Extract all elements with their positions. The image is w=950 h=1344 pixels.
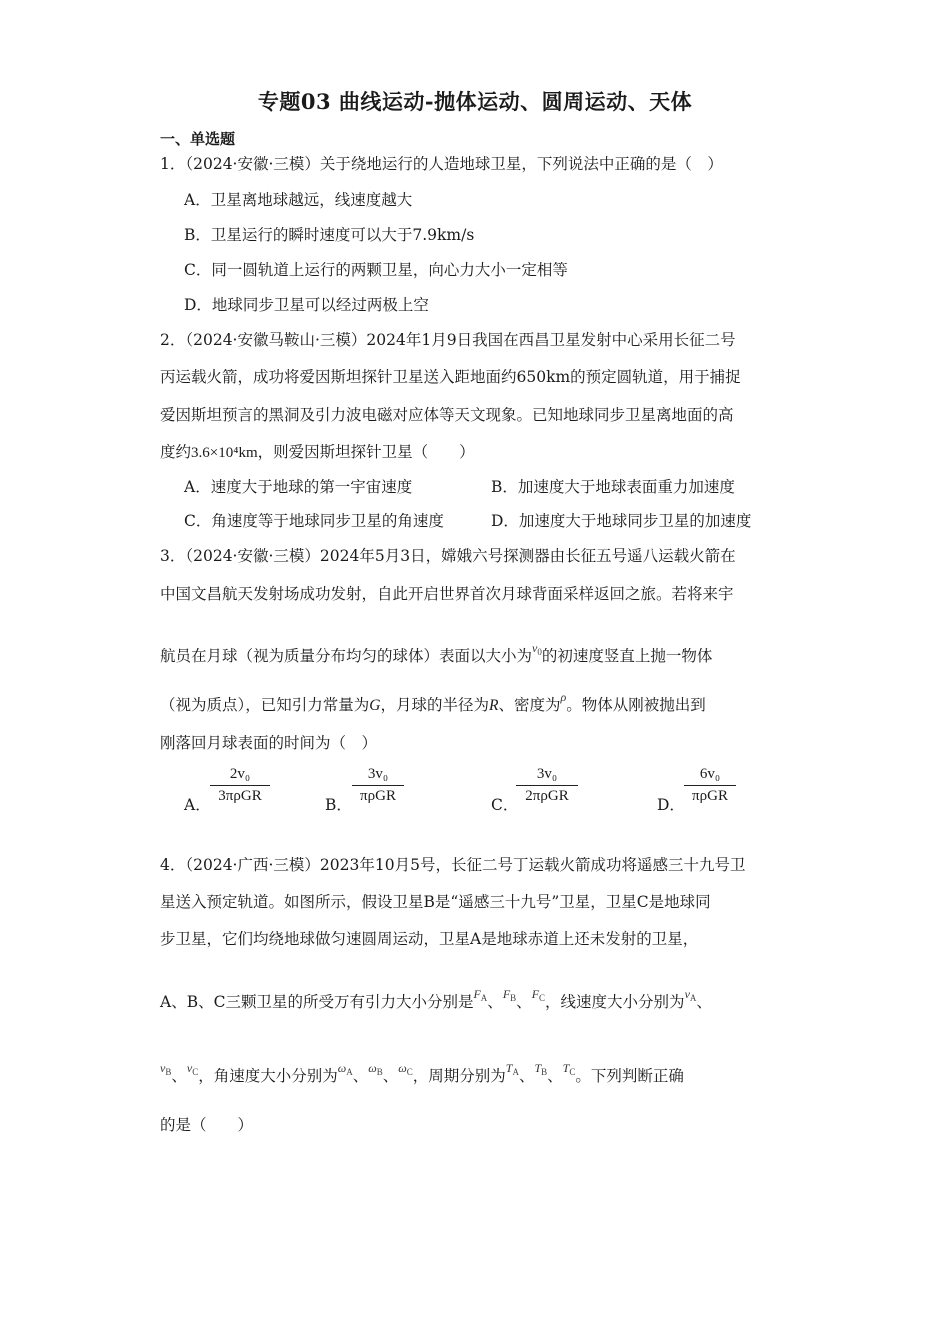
q3-option-a-denominator: 3πρGR <box>218 788 262 804</box>
q4-velocity-a: vA <box>684 987 697 1003</box>
q1-option-c: C．同一圆轨道上运行的两颗卫星，向心力大小一定相等 <box>184 261 568 279</box>
q3-line-5: 刚落回月球表面的时间为（ ） <box>160 734 378 752</box>
q3-option-c-fraction <box>516 766 578 805</box>
q3-option-b-fraction <box>352 766 404 805</box>
q4-line-5-mid2: ，周期分别为 <box>412 1067 506 1085</box>
q4-omega-a: ωA <box>337 1061 353 1077</box>
q3-v0-symbol: v0 <box>532 641 542 657</box>
q4-period-c: TC <box>562 1061 576 1077</box>
q2-option-d: D．加速度大于地球同步卫星的加速度 <box>491 512 752 530</box>
q2-line-2: 丙运载火箭，成功将爱因斯坦探针卫星送入距地面约650km的预定圆轨道，用于捕捉 <box>160 368 741 386</box>
q3-option-b-label: B． <box>325 796 352 814</box>
q4-line-3: 步卫星，它们均绕地球做匀速圆周运动，卫星A是地球赤道上还未发射的卫星， <box>160 930 699 948</box>
q4-line-4: A、B、C三颗卫星的所受万有引力大小分别是$^{F_A}$、$^{F_B}$、$^{F_C}$，线速度大小分别为$^{v_A}$、 <box>160 987 712 1011</box>
q2-line-4-prefix: 度约 <box>160 443 192 461</box>
q2-line-4-suffix: ，则爱因斯坦探针卫星（ ） <box>257 443 475 461</box>
q4-force-b: FB <box>502 987 517 1003</box>
q3-option-d-label: D． <box>657 796 685 814</box>
q3-option-b-numerator: 3v₀ <box>352 766 404 786</box>
q2-option-b: B．加速度大于地球表面重力加速度 <box>491 478 735 496</box>
q3-option-d-denominator: πρGR <box>692 788 728 804</box>
q4-line-1: 4．（2024·广西·三模）2023年10月5号，长征二号丁运载火箭成功将遥感三十九号卫 <box>160 856 746 874</box>
q1-option-a: A．卫星离地球越远，线速度越大 <box>184 191 413 209</box>
q4-force-c: FC <box>531 987 546 1003</box>
q3-option-a-fraction <box>210 766 270 805</box>
q3-line-2: 中国文昌航天发射场成功发射，自此开启世界首次月球背面采样返回之旅。若将来宇 <box>160 585 734 603</box>
q4-line-5: $^{v_B}$、$^{v_C}$，角速度大小分别为$^{\omega_A}$、$^{\omega_B}$、$^{\omega_C}$，周期分别为$^{T_A}$、$^{T_B}$、$^{T_C}$。下列判断正确 <box>160 1061 684 1085</box>
q4-force-a: FA <box>473 987 488 1003</box>
q3-line-4-a: （视为质点），已知引力常量为 <box>160 696 370 714</box>
page-title: 专题03 曲线运动-抛体运动、圆周运动、天体 <box>257 89 693 114</box>
q3-line-1: 3．（2024·安徽·三模）2024年5月3日，嫦娥六号探测器由长征五号遥八运载火箭在 <box>160 547 736 565</box>
q2-option-c: C．角速度等于地球同步卫星的角速度 <box>184 512 444 530</box>
q3-rho-symbol: ρ <box>560 690 567 704</box>
q3-line-3-suffix: 的初速度竖直上抛一物体 <box>541 647 713 665</box>
q3-line-3 <box>160 641 713 671</box>
q2-line-1: 2．（2024·安徽马鞍山·三模）2024年1月9日我国在西昌卫星发射中心采用长征二号 <box>160 331 736 349</box>
q4-period-b: TB <box>534 1061 548 1077</box>
q4-omega-c: ωC <box>398 1061 413 1077</box>
q1-stem: 1．（2024·安徽·三模）关于绕地运行的人造地球卫星，下列说法中正确的是（ ） <box>160 155 723 173</box>
q2-option-a: A．速度大于地球的第一宇宙速度 <box>184 478 413 496</box>
q3-line-4-c: 、密度为 <box>498 696 561 714</box>
q3-r-symbol: R <box>488 697 499 714</box>
q1-option-d: D．地球同步卫星可以经过两极上空 <box>184 296 429 314</box>
q4-period-a: TA <box>505 1061 519 1077</box>
q1-option-b: B．卫星运行的瞬时速度可以大于7.9km/s <box>184 226 475 244</box>
q4-line-5-suffix: 。下列判断正确 <box>575 1067 684 1085</box>
q3-option-b-denominator: πρGR <box>360 788 396 804</box>
q4-omega-b: ωB <box>368 1061 383 1077</box>
q3-option-c-denominator: 2πρGR <box>525 788 569 804</box>
q3-option-c-numerator: 3v₀ <box>516 766 578 786</box>
q3-line-4 <box>160 690 706 716</box>
q3-line-3-prefix: 航员在月球（视为质量分布均匀的球体）表面以大小为 <box>160 647 533 665</box>
q3-option-a-label: A． <box>184 796 211 814</box>
q2-height-value: 3.6×10⁴km <box>191 445 258 461</box>
q2-line-3: 爱因斯坦预言的黑洞及引力波电磁对应体等天文现象。已知地球同步卫星离地面的高 <box>160 406 734 424</box>
q4-line-2: 星送入预定轨道。如图所示，假设卫星B是“遥感三十九号”卫星，卫星C是地球同 <box>160 893 711 911</box>
q3-g-symbol: G <box>369 697 381 714</box>
q4-line-4-prefix: A、B、C三颗卫星的所受万有引力大小分别是 <box>160 993 474 1011</box>
q3-option-c-label: C． <box>491 796 519 814</box>
q3-option-d-fraction <box>684 766 736 805</box>
q4-velocity-b: vB <box>160 1061 172 1077</box>
q3-option-a-numerator: 2v₀ <box>210 766 270 786</box>
q3-line-4-d: 。物体从刚被抛出到 <box>566 696 706 714</box>
q4-line-6: 的是（ ） <box>160 1116 254 1134</box>
q3-option-d-numerator: 6v₀ <box>684 766 736 786</box>
q4-velocity-c: vC <box>186 1061 199 1077</box>
q3-line-4-b: ，月球的半径为 <box>380 696 489 714</box>
q4-line-5-mid1: ，角速度大小分别为 <box>198 1067 338 1085</box>
q4-line-4-mid: ，线速度大小分别为 <box>545 993 685 1011</box>
section-heading: 一、单选题 <box>160 130 236 148</box>
q2-line-4 <box>160 442 475 463</box>
